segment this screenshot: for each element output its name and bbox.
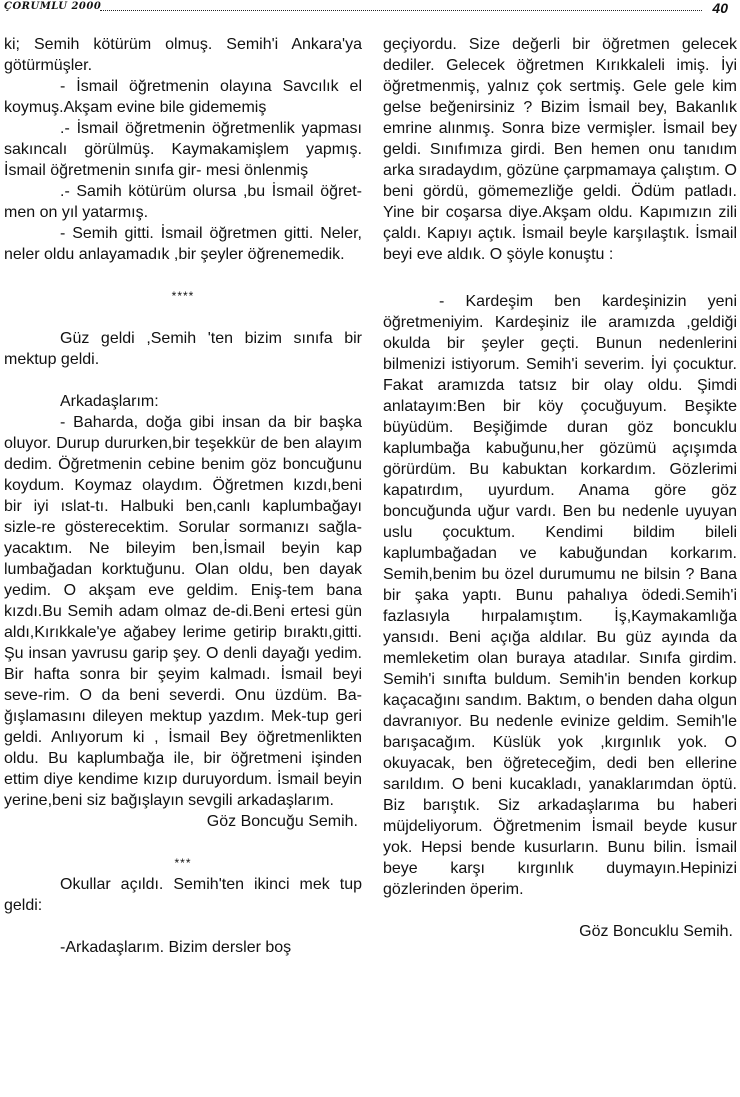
page-header [0, 0, 740, 20]
paragraph: - Semih gitti. İsmail öğretmen gitti. Neler, neler oldu anlayamadık ,bir şeyler öğrenemedik. [4, 225, 362, 263]
paragraph: geçiyordu. Size değerli bir öğretmen gelecek dediler. Gelecek öğretmen Kırıkkaleli imiş. İyi öğretmenmiş, yalnız çok sertmiş. Gele gele kim gelse beğenirsiniz ? Bizim İsmail bey, Bakanlık emrine alınmış. Sonra bize vermişler. İsmail bey geldi. Sınıfımıza girdi. Ben hemen onu tanıdım arka sıradaydım, gözüne çarpmamaya çalıştım. O beni gördü, gömemezliğe geldi. Ödüm patladı. Yine bir coşarsa diye.Akşam oldu. Kapımızın zili çaldı. Kapıyı açtık. İsmail beyle karşılaştık. İsmail beyi eve aldık. O şöyle konuştu : [383, 36, 737, 263]
paragraph: .- Samih kötürüm olursa ,bu İsmail öğret-men on yıl yatarmış. [4, 183, 362, 221]
page-number: 40 [712, 0, 728, 16]
paragraph: -Arkadaşlarım. Bizim dersler boş [60, 939, 292, 956]
left-column [4, 34, 362, 958]
paragraph: - Baharda, doğa gibi insan da bir başka oluyor. Durup dururken,bir teşekkür de ben alayım dedim. Öğretmenin cebine benim göz boncuğunu koydum. Koymaz olaydım. Öğretmen kızdı,beni bir iyi ıslat-tı. Halbuki ben,canlı kaplumbağayı sizle-re gösterecektim. Sorular sormanızı sağla-yacaktım. Ne bileyim ben,İsmail beyin kap lumbağadan korktuğunu. Olan oldu, ben dayak yedim. O akşam eve geldim. Eniş-tem bana kızdı.Bu Semih adam olmaz de-di.Beni ertesi gün aldı,Kırıkkale'ye ağabey lerime getirip bıraktı,gitti. Şu insan yavrusu garip şey. O denli dayağı yedim. Bir hafta sonra bir şeyim kalmadı. İsmail beyi seve-rim. O da beni severdi. Onu üzdüm. Ba-ğışlamasını dileyen mektup yazdım. Mek-tup geri geldi. Anlıyorum ki , İsmail Bey öğretmenlikten oldu. Bu kaplumbağa ile, bir öğretmeni işinden ettim diye kendime kızıp duruyordum. İsmail beyin yerine,beni siz bağışlayın sevgili arkadaşlarım. [4, 414, 362, 809]
paragraph: - İsmail öğretmenin olayına Savcılık el koymuş.Akşam evine bile gidememiş [4, 78, 362, 116]
right-column [383, 34, 737, 942]
section-separator: **** [171, 289, 195, 303]
paragraph: ki; Semih kötürüm olmuş. Semih'i Ankara'ya götürmüşler. [4, 36, 362, 74]
section-separator: *** [174, 856, 192, 870]
paragraph: - Kardeşim ben kardeşinizin yeni öğretmeniyim. Kardeşiniz ile aramızda ,geldiği okulda bir şeyler geçti. Bunun nedenlerini bilmenizi istiyorum. Semih'i severim. İyi çocuktur. Fakat aramızda tatsız bir olay oldu. Şimdi anlatayım:Ben bir köy çocuğuyum. Beşikte büyüdüm. Beşiğimde duran göz boncuklu kaplumbağa kabuğunu,her gözümü açışımda görürdüm. Bu kabuktan korkardım. Gözlerimi kapatırdım, uyurdum. Anama göre göz boncuğunda uğur vardı. Ben bu nedenle uyuyan uslu çocuktum. Kendimi bildim bileli kaplumbağadan ve kabuğundan korkarım. Semih,benim bu özel durumumu ne bilsin ? Bana bir şaka yaptı. Bunu pahalıya ödedi.Semih'i fazlasıyla hırpalamıştım. İş,Kaymakamlığa yansıdı. Beni açığa aldılar. Bu güz ayında da memleketim olan buraya atadılar. Sınıfa girdim. Semih'i sınıfta buldum. Semih'in benden korkup kaçacağını sandım. Baktım, o benden daha olgun davranıyor. Bu nedenle evinize geldim. Semih'le barışacağım. Küslük yok ,kırgınlık yok. O okuyacak, ben öğreteceğim, dedi ben ellerine sarıldım. O beni kucakladı, yanaklarımdan öptü. Biz barıştık. Siz arkadaşlarıma bu haberi müjdeliyorum. Öğretmenim İsmail beyde kusur yok. Hepsi bende kusurların. Bunu bilin. İsmail beye karşı kırgınlık duymayın.Hepinizi gözlerinden öperim. [383, 293, 737, 898]
paragraph: .- İsmail öğretmenin öğretmenlik yapması sakıncalı görülmüş. Kaymakamişlem yapmış. İsmail öğretmenin sınıfa gir- mesi önlenmiş [4, 120, 362, 179]
paragraph: Güz geldi ,Semih 'ten bizim sınıfa bir mektup geldi. [4, 330, 362, 368]
signature: Göz Boncuğu Semih. [206, 813, 358, 830]
publication-name: ÇORUMLU 2000 [4, 1, 102, 12]
dotted-leader-line [100, 10, 702, 11]
paragraph: Okullar açıldı. Semih'ten ikinci mek tup geldi: [4, 876, 362, 914]
signature: Göz Boncuklu Semih. [579, 923, 733, 940]
paragraph: Arkadaşlarım: [60, 393, 159, 410]
